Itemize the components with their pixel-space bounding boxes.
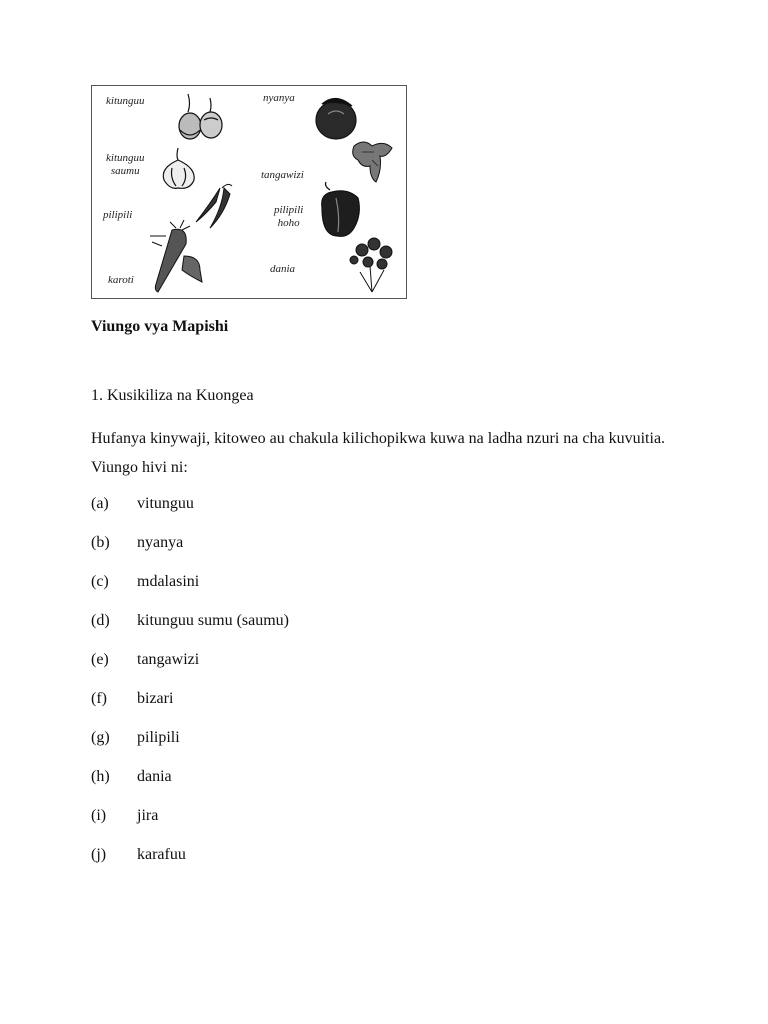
list-marker: (b) (91, 534, 110, 551)
list-item-text: jira (137, 807, 159, 824)
label-pilipili-hoho-line1: pilipili (274, 204, 304, 216)
list-marker: (g) (91, 729, 110, 746)
list-item-text: tangawizi (137, 651, 200, 668)
label-nyanya: nyanya (263, 92, 295, 104)
list-marker: (i) (91, 807, 107, 824)
label-pilipili-hoho (274, 204, 303, 230)
list-marker: (j) (91, 846, 107, 863)
label-pilipili: pilipili (103, 209, 133, 221)
list-item-text: kitunguu sumu (saumu) (137, 612, 289, 629)
label-tangawizi: tangawizi (261, 169, 304, 181)
onion-drawing (179, 94, 222, 139)
label-kitunguu-saumu-line2: saumu (110, 165, 140, 177)
label-kitunguu: kitunguu (106, 95, 145, 107)
list-item-text: vitunguu (137, 495, 194, 512)
carrot-drawing (150, 220, 202, 292)
list-marker: (h) (91, 768, 110, 785)
label-karoti: karoti (108, 274, 134, 286)
chili-drawing (196, 184, 232, 228)
ginger-drawing (353, 142, 392, 182)
list-marker: (e) (91, 651, 109, 668)
label-kitunguu-saumu-line1: kitunguu (106, 152, 145, 164)
label-kitunguu-saumu (106, 152, 145, 178)
garlic-drawing (163, 148, 194, 188)
list-item-text: nyanya (137, 534, 184, 551)
spices-drawing (92, 86, 407, 299)
list-item-text: pilipili (137, 729, 180, 746)
label-dania: dania (270, 263, 296, 275)
coriander-drawing (350, 238, 392, 292)
list-marker: (d) (91, 612, 110, 629)
list-marker: (f) (91, 690, 107, 707)
list-item-text: mdalasini (137, 573, 200, 590)
bell-pepper-drawing (322, 182, 360, 236)
label-pilipili-hoho-line2: hoho (277, 217, 300, 229)
list-item-text: karafuu (137, 846, 186, 863)
tomato-drawing (316, 98, 356, 139)
list-marker: (a) (91, 495, 109, 512)
intro-paragraph: Hufanya kinywaji, kitoweo au chakula kilichopikwa kuwa na ladha nzuri na cha kuvuitia. Viungo hivi ni: (91, 430, 666, 476)
page-title: Viungo vya Mapishi (91, 318, 229, 335)
list-item-text: bizari (137, 690, 174, 707)
list-marker: (c) (91, 573, 109, 590)
spices-illustration (91, 85, 407, 299)
section-heading: 1. Kusikiliza na Kuongea (91, 387, 254, 404)
list-item-text: dania (137, 768, 172, 785)
